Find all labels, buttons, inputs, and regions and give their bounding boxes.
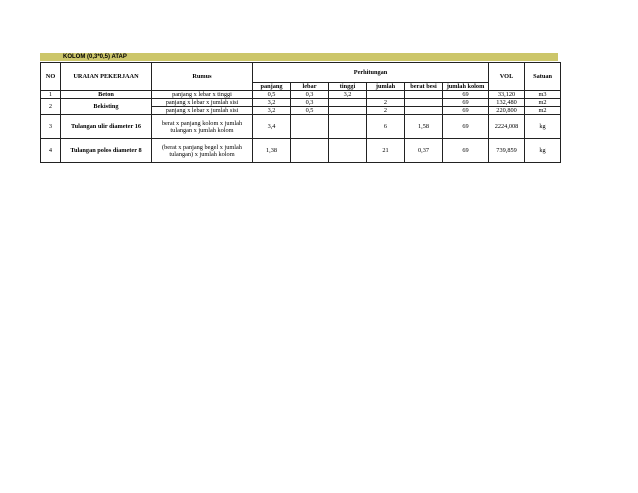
cell-jumlah: 2 bbox=[367, 107, 405, 115]
cell-jumlah-kolom: 69 bbox=[443, 91, 489, 99]
cell-no: 4 bbox=[41, 139, 61, 163]
cell-jumlah-kolom: 69 bbox=[443, 99, 489, 107]
cell-rumus: panjang x lebar x tinggi bbox=[152, 91, 253, 99]
cell-tinggi bbox=[329, 99, 367, 107]
cell-lebar: 0,3 bbox=[291, 91, 329, 99]
cell-tinggi bbox=[329, 139, 367, 163]
boq-table bbox=[40, 62, 561, 163]
cell-uraian: Tulangan ulir diameter 16 bbox=[61, 115, 152, 139]
cell-lebar: 0,3 bbox=[291, 99, 329, 107]
cell-satuan: kg bbox=[525, 115, 561, 139]
cell-uraian: Tulangan polos diameter 8 bbox=[61, 139, 152, 163]
cell-panjang: 3,2 bbox=[253, 107, 291, 115]
cell-berat-besi bbox=[405, 107, 443, 115]
cell-vol: 132,480 bbox=[489, 99, 525, 107]
table-row bbox=[41, 91, 561, 99]
cell-lebar bbox=[291, 115, 329, 139]
header-berat-besi: berat besi bbox=[405, 83, 443, 91]
cell-vol: 220,800 bbox=[489, 107, 525, 115]
cell-tinggi bbox=[329, 115, 367, 139]
cell-vol: 33,120 bbox=[489, 91, 525, 99]
cell-jumlah-kolom: 69 bbox=[443, 107, 489, 115]
cell-jumlah: 2 bbox=[367, 99, 405, 107]
header-lebar: lebar bbox=[291, 83, 329, 91]
table-row bbox=[41, 139, 561, 163]
header-jumlah-kolom: jumlah kolom bbox=[443, 83, 489, 91]
header-rumus: Rumus bbox=[152, 63, 253, 91]
header-uraian: URAIAN PEKERJAAN bbox=[61, 63, 152, 91]
cell-berat-besi: 0,37 bbox=[405, 139, 443, 163]
cell-vol: 2224,008 bbox=[489, 115, 525, 139]
cell-rumus: (berat x panjang begel x jumlah tulangan) x jumlah kolom bbox=[152, 139, 253, 163]
cell-no: 2 bbox=[41, 99, 61, 115]
cell-panjang: 1,38 bbox=[253, 139, 291, 163]
cell-berat-besi bbox=[405, 99, 443, 107]
cell-panjang: 3,2 bbox=[253, 99, 291, 107]
cell-jumlah bbox=[367, 91, 405, 99]
header-panjang: panjang bbox=[253, 83, 291, 91]
table-row bbox=[41, 99, 561, 107]
header-perhitungan: Perhitungan bbox=[253, 63, 489, 83]
cell-tinggi bbox=[329, 107, 367, 115]
cell-uraian: Beton bbox=[61, 91, 152, 99]
cell-lebar bbox=[291, 139, 329, 163]
cell-jumlah-kolom: 69 bbox=[443, 139, 489, 163]
cell-rumus: panjang x lebar x jumlah sisi bbox=[152, 99, 253, 107]
table-row bbox=[41, 115, 561, 139]
cell-tinggi: 3,2 bbox=[329, 91, 367, 99]
header-tinggi: tinggi bbox=[329, 83, 367, 91]
cell-jumlah-kolom: 69 bbox=[443, 115, 489, 139]
header-jumlah: jumlah bbox=[367, 83, 405, 91]
cell-satuan: kg bbox=[525, 139, 561, 163]
cell-berat-besi: 1,58 bbox=[405, 115, 443, 139]
cell-panjang: 0,5 bbox=[253, 91, 291, 99]
header-row bbox=[41, 63, 561, 83]
cell-lebar: 0,5 bbox=[291, 107, 329, 115]
cell-satuan: m3 bbox=[525, 91, 561, 99]
cell-vol: 739,859 bbox=[489, 139, 525, 163]
cell-jumlah: 6 bbox=[367, 115, 405, 139]
cell-berat-besi bbox=[405, 91, 443, 99]
cell-panjang: 3,4 bbox=[253, 115, 291, 139]
cell-no: 3 bbox=[41, 115, 61, 139]
section-title: KOLOM (0,3*0,5) ATAP bbox=[40, 53, 558, 61]
cell-uraian: Bekisting bbox=[61, 99, 152, 115]
cell-rumus: panjang x lebar x jumlah sisi bbox=[152, 107, 253, 115]
cell-rumus: berat x panjang kolom x jumlah tulangan x jumlah kolom bbox=[152, 115, 253, 139]
header-satuan: Satuan bbox=[525, 63, 561, 91]
cell-satuan: m2 bbox=[525, 99, 561, 107]
header-vol: VOL bbox=[489, 63, 525, 91]
cell-no: 1 bbox=[41, 91, 61, 99]
header-no: NO bbox=[41, 63, 61, 91]
cell-jumlah: 21 bbox=[367, 139, 405, 163]
cell-satuan: m2 bbox=[525, 107, 561, 115]
